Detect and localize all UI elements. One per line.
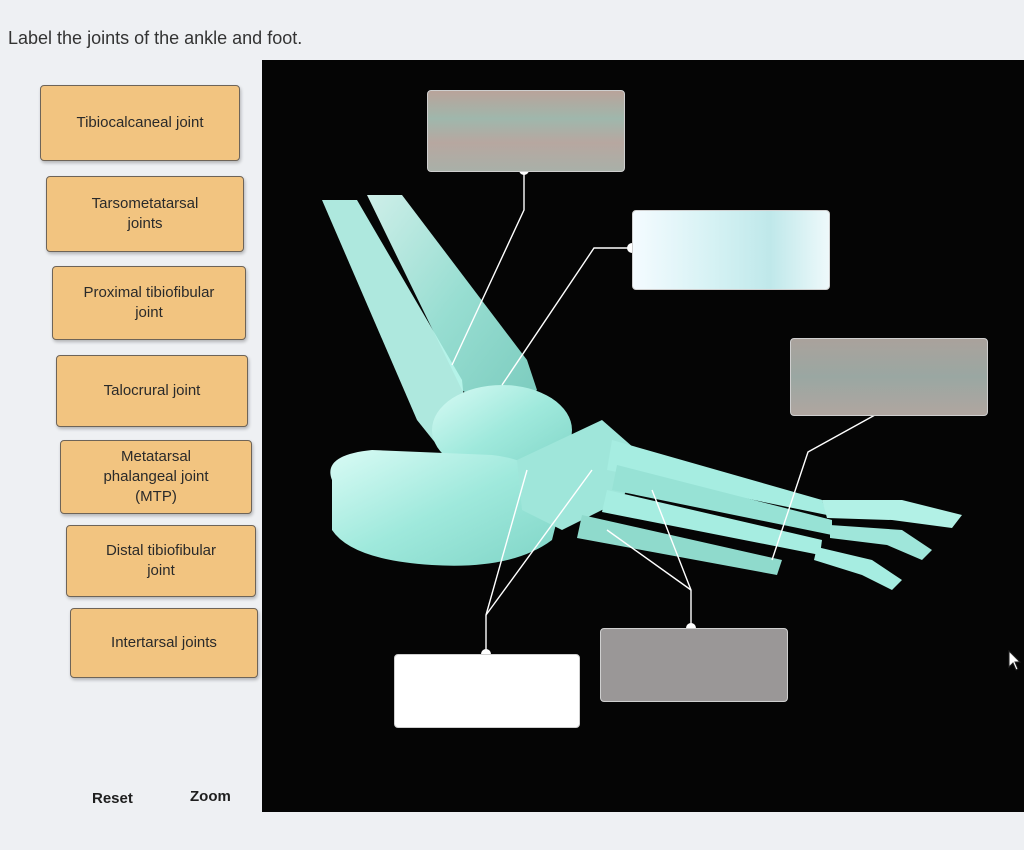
- label-chip-intertarsal[interactable]: Intertarsal joints: [70, 608, 258, 678]
- label-chip-tibiocalcaneal[interactable]: Tibiocalcaneal joint: [40, 85, 240, 161]
- drop-target-4[interactable]: [600, 628, 788, 702]
- foot-skeleton-stage: [262, 60, 1024, 812]
- zoom-button[interactable]: Zoom: [190, 788, 231, 805]
- drop-target-1[interactable]: [427, 90, 625, 172]
- phalanges-toe-3: [814, 547, 902, 590]
- label-chip-tarsometatarsal[interactable]: Tarsometatarsal joints: [46, 176, 244, 252]
- drop-target-3[interactable]: [790, 338, 988, 416]
- label-chip-talocrural[interactable]: Talocrural joint: [56, 355, 248, 427]
- label-chip-proximal-tibiofibular[interactable]: Proximal tibiofibular joint: [52, 266, 246, 340]
- label-chip-mtp[interactable]: Metatarsal phalangeal joint (MTP): [60, 440, 252, 514]
- label-chip-distal-tibiofibular[interactable]: Distal tibiofibular joint: [66, 525, 256, 597]
- drop-target-5[interactable]: [394, 654, 580, 728]
- reset-button[interactable]: Reset: [92, 790, 133, 807]
- question-prompt: Label the joints of the ankle and foot.: [8, 28, 303, 48]
- mouse-pointer-icon: [1008, 650, 1022, 677]
- phalanges-toe-1: [822, 500, 962, 528]
- drop-target-2[interactable]: [632, 210, 830, 290]
